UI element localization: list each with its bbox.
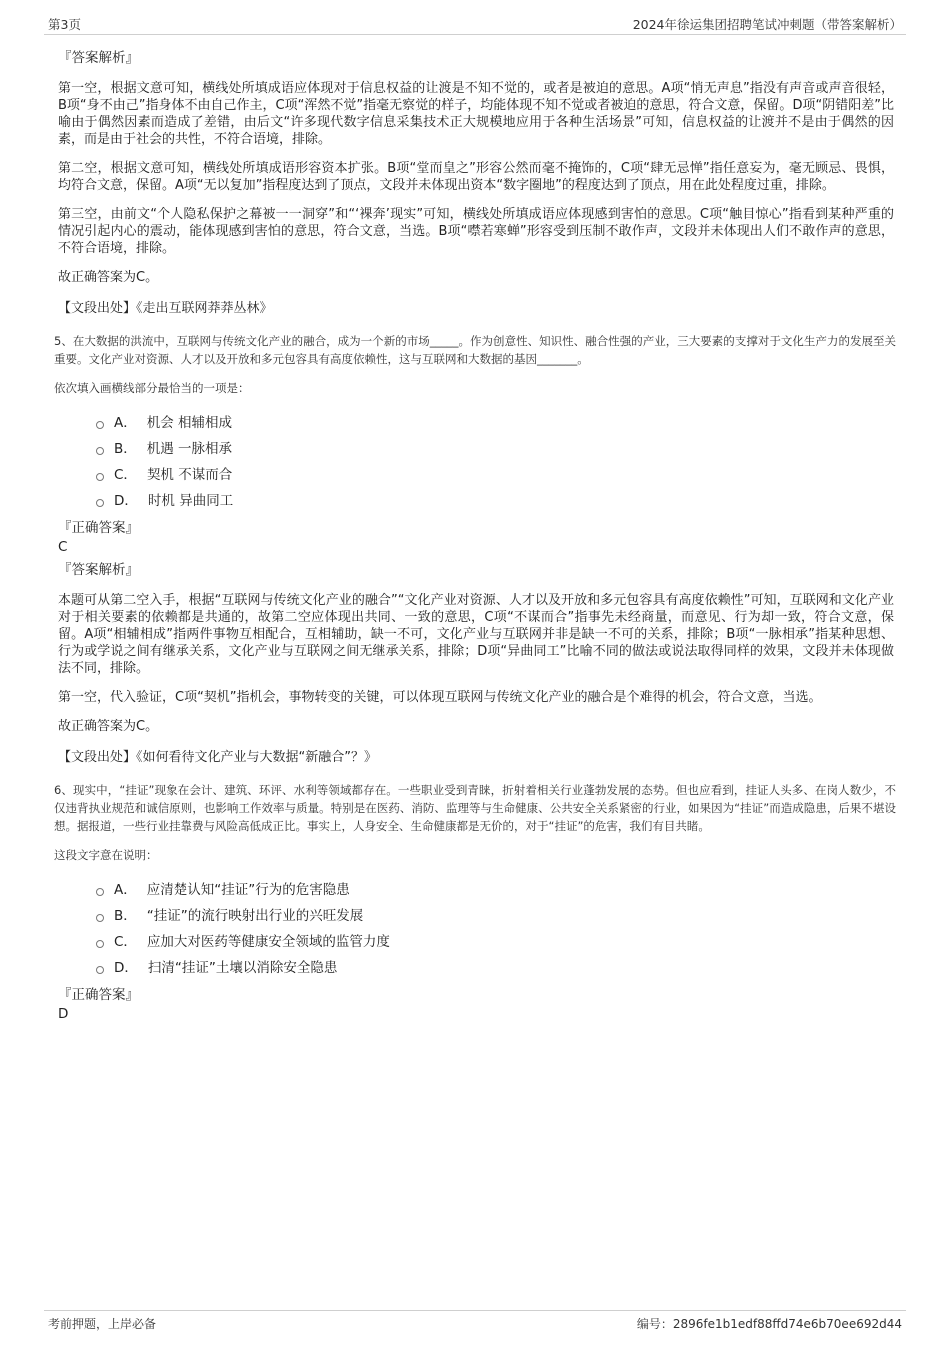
page-header <box>44 14 906 35</box>
correct-answer-label: 『正确答案』 <box>58 520 139 536</box>
radio-button[interactable] <box>96 966 104 974</box>
correct-answer-label: 『正确答案』 <box>58 987 139 1003</box>
option-letter: B． <box>114 908 137 924</box>
q4-analysis-paragraph: 第一空，根据文意可知，横线处所填成语应体现对于信息权益的让渡是不知不觉的，或者是被迫的意思。A项“悄无声息”指没有声音或声音很轻，B项“身不由己”指身体不由自己作主，C项“浑然不觉”指毫无察觉的样子，均能体现不知不觉或者被迫的意思，符合文意，保留。D项“阴错阳差”比喻由于偶然因素而造成了差错，由后文“许多现代数字信息采集技术正大规模地应用于各种生活场景”可知，信息权益的让渡并不是由于偶然的因素，而是由于社会的共性，不符合语境，排除。 <box>58 81 894 147</box>
q5-conclusion: 故正确答案为C。 <box>58 719 159 734</box>
q4-analysis-paragraph: 第二空，根据文意可知，横线处所填成语形容资本扩张。B项“堂而皇之”形容公然而毫不掩饰的，C项“肆无忌惮”指任意妄为，毫无顾忌、畏惧，均符合文意，保留。A项“无以复加”指程度达到了顶点，文段并未体现出资本“数字圈地”的程度达到了顶点，用在此处程度过重，排除。 <box>58 161 894 193</box>
q6-option-c[interactable] <box>96 929 896 955</box>
q5-option-c[interactable] <box>96 462 896 488</box>
q6-option-b[interactable] <box>96 903 896 929</box>
option-letter: D． <box>114 960 138 976</box>
q6-stem: 6、现实中，“挂证”现象在会计、建筑、环评、水利等领域都存在。一些职业受到青睐，折射着相关行业蓬勃发展的态势。但也应看到，挂证人头多、在岗人数少，不仅违背执业规范和诚信原则，也影响工作效率与质量。特别是在医药、消防、监理等与生命健康、公共安全关系紧密的行业，如果因为“挂证”而造成隐患，后果不堪设想。据报道，一些行业挂靠费与风险高低成正比。事实上，人身安全、生命健康都是无价的，对于“挂证”的危害，我们有目共睹。 <box>54 783 896 833</box>
page-footer <box>44 1310 906 1333</box>
q6-option-a[interactable] <box>96 877 896 903</box>
q6-option-d[interactable] <box>96 955 896 981</box>
q4-source: 【文段出处】《走出互联网莽莽丛林》 <box>58 301 273 316</box>
radio-button[interactable] <box>96 914 104 922</box>
radio-button[interactable] <box>96 421 104 429</box>
option-letter: C． <box>114 467 137 483</box>
q5-source: 【文段出处】《如何看待文化产业与大数据“新融合”？》 <box>58 750 377 765</box>
page-number: 第3页 <box>48 17 81 32</box>
q5-option-a[interactable] <box>96 410 896 436</box>
q5-options <box>96 410 896 514</box>
q5-analysis-paragraph: 第一空，代入验证，C项“契机”指机会，事物转变的关键，可以体现互联网与传统文化产业的融合是个难得的机会，符合文意，当选。 <box>58 690 822 705</box>
radio-button[interactable] <box>96 473 104 481</box>
radio-button[interactable] <box>96 447 104 455</box>
analysis-label: 『答案解析』 <box>58 50 139 66</box>
q4-analysis-paragraph: 第三空，由前文“个人隐私保护之幕被一一洞穿”和“‘裸奔’现实”可知，横线处所填成语应体现感到害怕的意思。C项“触目惊心”指看到某种严重的情况引起内心的震动，能体现感到害怕的意思，符合文意，当选。B项“噤若寒蝉”形容受到压制不敢作声，文段并未体现出人们不敢作声的意思，不符合语境，排除。 <box>58 207 894 256</box>
option-letter: A． <box>114 882 137 898</box>
q5-prompt: 依次填入画横线部分最恰当的一项是： <box>54 381 250 395</box>
analysis-label: 『答案解析』 <box>58 562 139 578</box>
option-text: 扫清“挂证”土壤以消除安全隐患 <box>147 960 338 976</box>
option-text: 应清楚认知“挂证”行为的危害隐患 <box>146 882 350 898</box>
option-text: “挂证”的流行映射出行业的兴旺发展 <box>146 908 364 924</box>
radio-button[interactable] <box>96 499 104 507</box>
q5-analysis-paragraph: 本题可从第二空入手，根据“互联网与传统文化产业的融合”“文化产业对资源、人才以及开放和多元包容具有高度依赖性”可知，互联网和文化产业对于相关要素的依赖都是共通的，故第二空应体现出共同、一致的意思，C项“不谋而合”指事先未经商量，而意见、行为却一致，符合文意，保留。A项“相辅相成”指两件事物互相配合，互相辅助，缺一不可，文化产业与互联网并非是缺一不可的关系，排除；B项“一脉相承”指某种思想、行为或学说之间有继承关系，文化产业与互联网之间无继承关系，排除；D项“异曲同工”比喻不同的做法或说法取得同样的效果，文段并未体现做法不同，排除。 <box>58 593 894 676</box>
q4-conclusion: 故正确答案为C。 <box>58 270 159 285</box>
footer-slogan: 考前押题，上岸必备 <box>48 1317 157 1331</box>
option-letter: B． <box>114 441 137 457</box>
q5-correct-answer: C <box>58 539 68 555</box>
q6-options <box>96 877 896 981</box>
radio-button[interactable] <box>96 940 104 948</box>
q5-option-d[interactable] <box>96 488 896 514</box>
document-title: 2024年徐运集团招聘笔试冲刺题（带答案解析） <box>632 17 902 32</box>
q6-prompt: 这段文字意在说明： <box>54 848 158 862</box>
option-text: 应加大对医药等健康安全领域的监管力度 <box>146 934 390 950</box>
option-text: 契机 不谋而合 <box>146 467 233 483</box>
option-text: 机遇 一脉相承 <box>146 441 233 457</box>
q6-correct-answer: D <box>58 1006 69 1022</box>
option-letter: C． <box>114 934 137 950</box>
option-letter: A． <box>114 415 137 431</box>
option-letter: D． <box>114 493 138 509</box>
option-text: 时机 异曲同工 <box>147 493 234 509</box>
q5-option-b[interactable] <box>96 436 896 462</box>
document-id: 编号：2896fe1b1edf88ffd74e6b70ee692d44 <box>636 1317 902 1331</box>
radio-button[interactable] <box>96 888 104 896</box>
option-text: 机会 相辅相成 <box>146 415 233 431</box>
page-content <box>56 44 896 1023</box>
q5-stem: 5、在大数据的洪流中，互联网与传统文化产业的融合，成为一个新的市场_____。作为创意性、知识性、融合性强的产业，三大要素的支撑对于文化生产力的发展至关重要。文化产业对资源、人才以及开放和多元包容具有高度依赖性，这与互联网和大数据的基因_______。 <box>54 334 896 366</box>
